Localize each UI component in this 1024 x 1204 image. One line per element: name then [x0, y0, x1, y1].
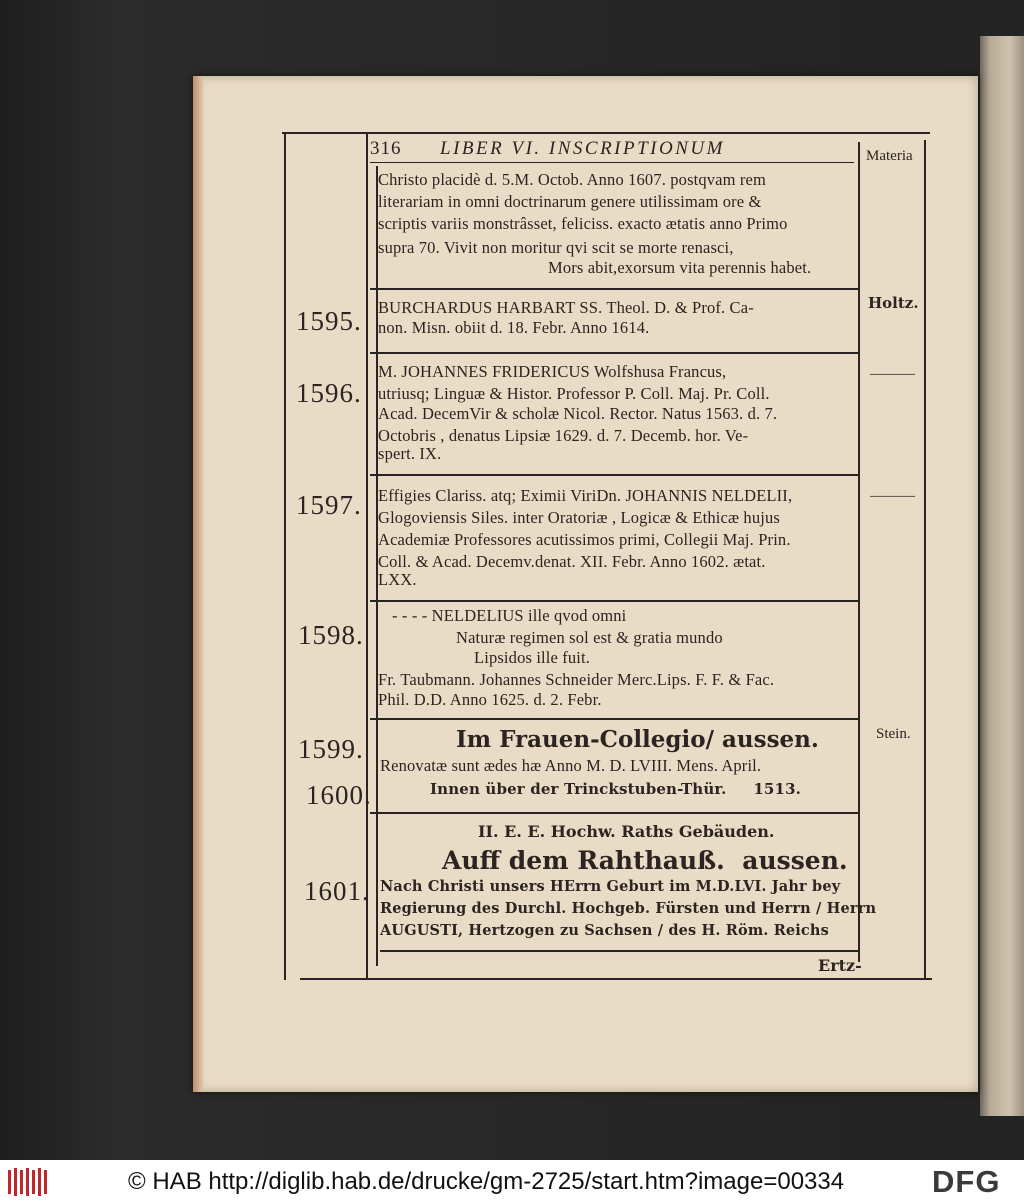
entry-divider: [370, 352, 860, 354]
entry-year: 1598.: [298, 620, 364, 650]
footer-bar: [0, 1160, 1024, 1204]
entry-divider: [370, 288, 860, 290]
text-line: Phil. D.D. Anno 1625. d. 2. Febr.: [378, 690, 602, 709]
entry-year: 1600.: [306, 780, 372, 810]
page-gutter: [193, 76, 203, 1092]
entry-year: 1595.: [296, 306, 362, 336]
text-line: Nach Christi unsers HErrn Geburt im M.D.LVI. Jahr bey: [380, 878, 841, 895]
text-line: Acad. DecemVir & scholæ Nicol. Rector. Natus 1563. d. 7.: [378, 404, 778, 423]
year-column-rule: [366, 132, 368, 980]
material-label: Holtz.: [868, 294, 919, 312]
header-underline: [370, 162, 854, 163]
section-heading: Auff dem Rahthauß. aussen.: [442, 846, 848, 875]
text-line: utriusq; Linguæ & Histor. Professor P. Coll. Maj. Pr. Coll.: [378, 384, 770, 403]
frame-right-rule: [924, 140, 926, 980]
column-heading: Materia: [866, 148, 913, 164]
running-title: LIBER VI. INSCRIPTIONUM: [440, 138, 725, 159]
text-line: Octobris , denatus Lipsiæ 1629. d. 7. Decemb. hor. Ve-: [378, 426, 749, 445]
text-line: Regierung des Durchl. Hochgeb. Fürsten und Herrn / Herrn: [380, 900, 877, 917]
frame-top-rule: [282, 132, 930, 134]
entry-divider: [370, 474, 860, 476]
copyright-link[interactable]: © HAB http://diglib.hab.de/drucke/gm-2725/start.htm?image=00334: [128, 1168, 845, 1195]
text-line: Christo placidè d. 5.M. Octob. Anno 1607. postqvam rem: [378, 170, 767, 189]
text-line: Innen über der Trinckstuben-Thür. 1513.: [430, 780, 802, 798]
material-dash: ———: [870, 488, 915, 504]
text-line: Mors abit,exorsum vita perennis habet.: [548, 258, 812, 277]
material-dash: ———: [870, 366, 915, 382]
page-number: 316: [370, 138, 402, 159]
entry-divider: [370, 718, 860, 720]
material-label: Stein.: [876, 726, 911, 742]
text-line: BURCHARDUS HARBART SS. Theol. D. & Prof. Ca-: [378, 298, 754, 317]
text-line: spert. IX.: [378, 444, 442, 463]
frame-left-rule: [284, 132, 286, 980]
dfg-logo: DFG: [932, 1164, 1001, 1199]
entry-divider: [380, 950, 858, 952]
next-page-edge: [980, 36, 1024, 1116]
text-line: non. Misn. obiit d. 18. Febr. Anno 1614.: [378, 318, 650, 337]
text-right-rule: [858, 142, 860, 962]
text-line: scriptis variis monstrâsset, feliciss. exacto ætatis anno Primo: [378, 214, 788, 233]
text-line: Naturæ regimen sol est & gratia mundo: [456, 628, 723, 647]
text-line: literariam in omni doctrinarum genere utilissimam ore &: [378, 192, 762, 211]
text-line: M. JOHANNES FRIDERICUS Wolfshusa Francus,: [378, 362, 727, 381]
hab-logo-icon: [6, 1166, 48, 1198]
entry-year: 1599.: [298, 734, 364, 764]
entry-year: 1597.: [296, 490, 362, 520]
text-line: supra 70. Vivit non moritur qvi scit se morte renasci,: [378, 238, 734, 257]
text-line: Coll. & Acad. Decemv.denat. XII. Febr. Anno 1602. ætat.: [378, 552, 766, 571]
text-line: Lipsidos ille fuit.: [474, 648, 591, 667]
text-line: Glogoviensis Siles. inter Oratoriæ , Logicæ & Ethicæ hujus: [378, 508, 780, 527]
entry-divider: [370, 600, 860, 602]
entry-divider: [370, 812, 860, 814]
text-line: Fr. Taubmann. Johannes Schneider Merc.Lips. F. F. & Fac.: [378, 670, 775, 689]
text-line: Academiæ Professores acutissimos primi, Collegii Maj. Prin.: [378, 530, 791, 549]
text-line: - - - - NELDELIUS ille qvod omni: [392, 606, 627, 625]
section-heading: Im Frauen-Collegio/ aussen.: [456, 726, 819, 753]
section-subheading: II. E. E. Hochw. Raths Gebäuden.: [478, 822, 775, 841]
catchword: Ertz-: [818, 956, 862, 975]
text-line: Effigies Clariss. atq; Eximii ViriDn. JOHANNIS NELDELII,: [378, 486, 793, 505]
text-line: Renovatæ sunt ædes hæ Anno M. D. LVIII. Mens. April.: [380, 756, 762, 775]
entry-year: 1601.: [304, 876, 370, 906]
frame-bottom-rule: [300, 978, 932, 980]
text-line: LXX.: [378, 570, 417, 589]
text-line: AUGUSTI, Hertzogen zu Sachsen / des H. Röm. Reichs: [380, 922, 829, 939]
entry-year: 1596.: [296, 378, 362, 408]
